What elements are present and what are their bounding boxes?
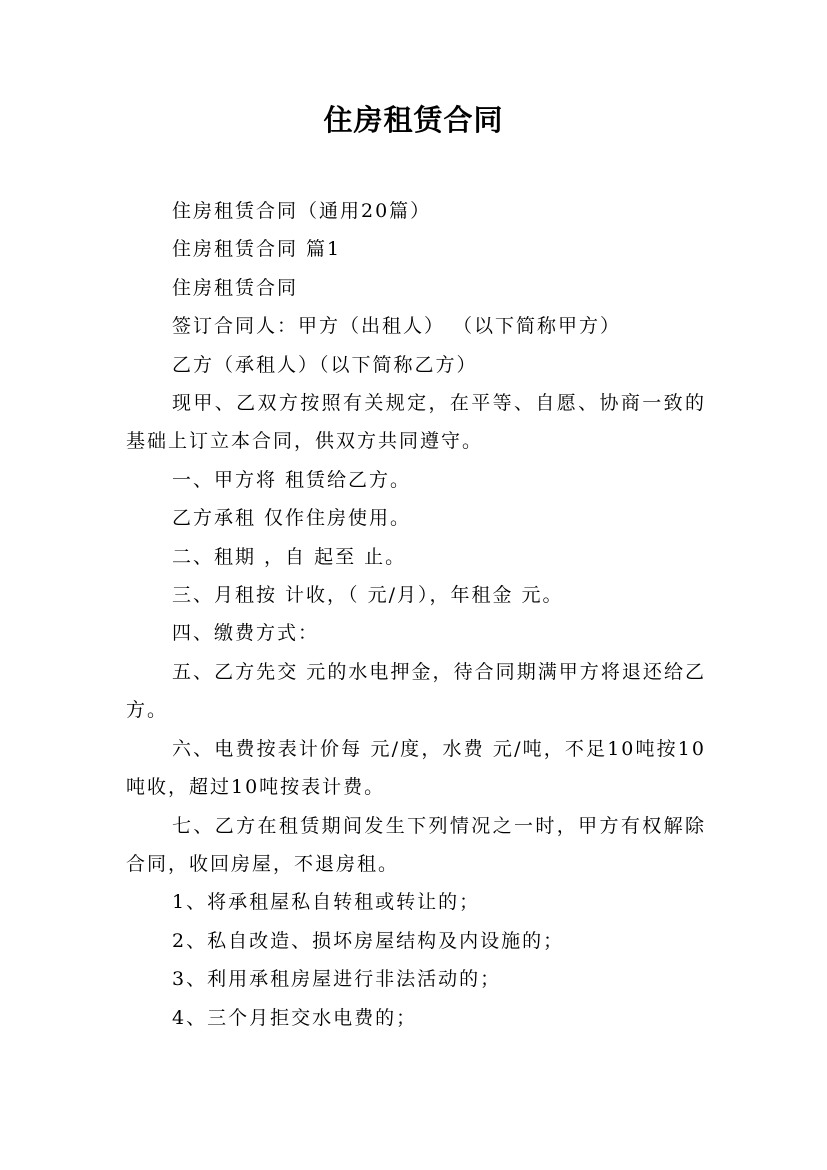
paragraph-clause-5: 五、乙方先交 元的水电押金，待合同期满甲方将退还给乙方。 xyxy=(126,660,706,722)
document-body xyxy=(126,192,706,1037)
paragraph-clause-2: 二、租期 ，自 起至 止。 xyxy=(172,545,407,568)
paragraph-clause-4: 四、缴费方式： xyxy=(172,622,320,645)
paragraph-clause-7-item-1: 1、将承租屋私自转租或转让的； xyxy=(172,891,481,914)
paragraph-clause-7-item-4: 4、三个月拒交水电费的； xyxy=(172,1006,418,1029)
paragraph-clause-3: 三、月租按 计收，（ 元/月），年租金 元。 xyxy=(172,584,564,607)
paragraph-preamble: 现甲、乙双方按照有关规定，在平等、自愿、协商一致的基础上订立本合同，供双方共同遵守。 xyxy=(126,392,706,453)
paragraph-clause-6: 六、电费按表计价每 元/度，水费 元/吨，不足10吨按10吨收，超过10吨按表计费。 xyxy=(126,737,706,799)
paragraph-contract-name: 住房租赁合同 xyxy=(172,276,299,299)
document-title: 住房租赁合同 xyxy=(323,103,504,137)
paragraph-party-b: 乙方（承租人）（以下简称乙方） xyxy=(172,353,478,376)
paragraph-subheading: 住房租赁合同 篇1 xyxy=(172,238,342,261)
paragraph-clause-7: 七、乙方在租赁期间发生下列情况之一时，甲方有权解除合同，收回房屋，不退房租。 xyxy=(126,814,706,875)
paragraph-clause-1-use: 乙方承租 仅作住房使用。 xyxy=(172,507,412,530)
paragraph-clause-7-item-2: 2、私自改造、损坏房屋结构及内设施的； xyxy=(172,929,565,952)
paragraph-clause-7-item-3: 3、利用承租房屋进行非法活动的； xyxy=(172,968,502,991)
paragraph-party-a: 签订合同人：甲方（出租人） （以下简称甲方） xyxy=(172,315,622,338)
paragraph-clause-1: 一、甲方将 租赁给乙方。 xyxy=(172,468,412,491)
paragraph-heading: 住房租赁合同（通用20篇） xyxy=(172,200,432,222)
